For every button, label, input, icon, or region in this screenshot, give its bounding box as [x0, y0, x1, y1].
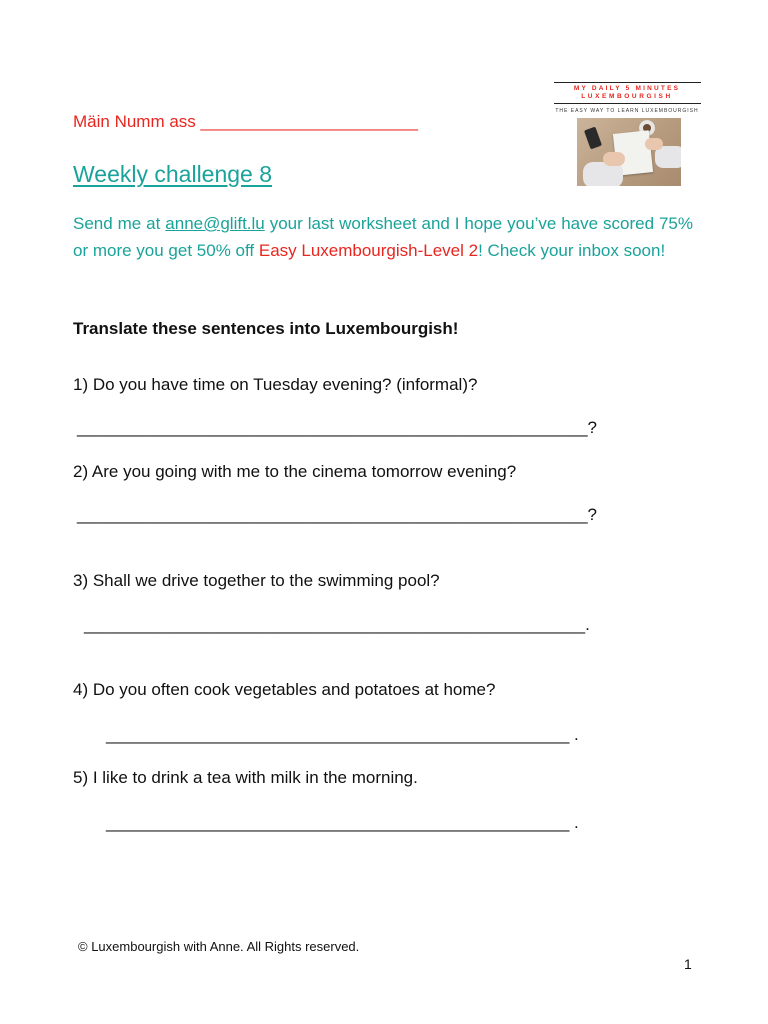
question-4: 4) Do you often cook vegetables and potatoes at home? — [73, 680, 496, 699]
page-title: Weekly challenge 8 — [73, 161, 273, 187]
hand-shape — [603, 152, 625, 166]
question-5: 5) I like to drink a tea with milk in the morning. — [73, 768, 418, 787]
hand-shape — [645, 138, 663, 150]
logo-rule-top — [554, 82, 701, 83]
intro-paragraph — [73, 210, 693, 264]
question-2: 2) Are you going with me to the cinema tomorrow evening? — [73, 462, 517, 481]
logo-line-2: LUXEMBOURGISH — [581, 93, 673, 100]
answer-line-5[interactable]: _________________________________________________ . — [106, 813, 579, 832]
name-field-line[interactable]: Mäin Numm ass _______________________ — [73, 112, 418, 131]
logo-rule-middle — [554, 103, 701, 104]
question-3: 3) Shall we drive together to the swimming pool? — [73, 571, 440, 590]
page-number: 1 — [684, 956, 692, 972]
answer-line-4[interactable]: _________________________________________________ . — [106, 725, 579, 744]
logo-desk-photo — [577, 118, 681, 186]
answer-line-3[interactable]: _____________________________________________________. — [84, 615, 590, 634]
answer-line-2[interactable]: ______________________________________________________? — [77, 505, 598, 524]
phone-shape — [584, 127, 602, 150]
intro-text: ! Check your inbox soon! — [478, 241, 666, 260]
question-1: 1) Do you have time on Tuesday evening? (informal)? — [73, 375, 478, 394]
email-link[interactable]: anne@glift.lu — [165, 214, 265, 233]
intro-text: Send me at — [73, 214, 166, 233]
answer-line-1[interactable]: ______________________________________________________? — [77, 418, 598, 437]
product-name: Easy Luxembourgish-Level 2 — [258, 241, 479, 260]
instruction-heading: Translate these sentences into Luxembourgish! — [73, 319, 459, 338]
copyright-footer: © Luxembourgish with Anne. All Rights reserved. — [78, 939, 360, 954]
intro-text: your last worksheet and I hope you’ve have scored 75% or more you get 50% off — [73, 214, 693, 260]
logo-line-1: MY DAILY 5 MINUTES — [573, 85, 681, 92]
logo-tagline: THE EASY WAY TO LEARN LUXEMBOURGISH — [555, 108, 699, 114]
brand-logo — [552, 80, 702, 188]
